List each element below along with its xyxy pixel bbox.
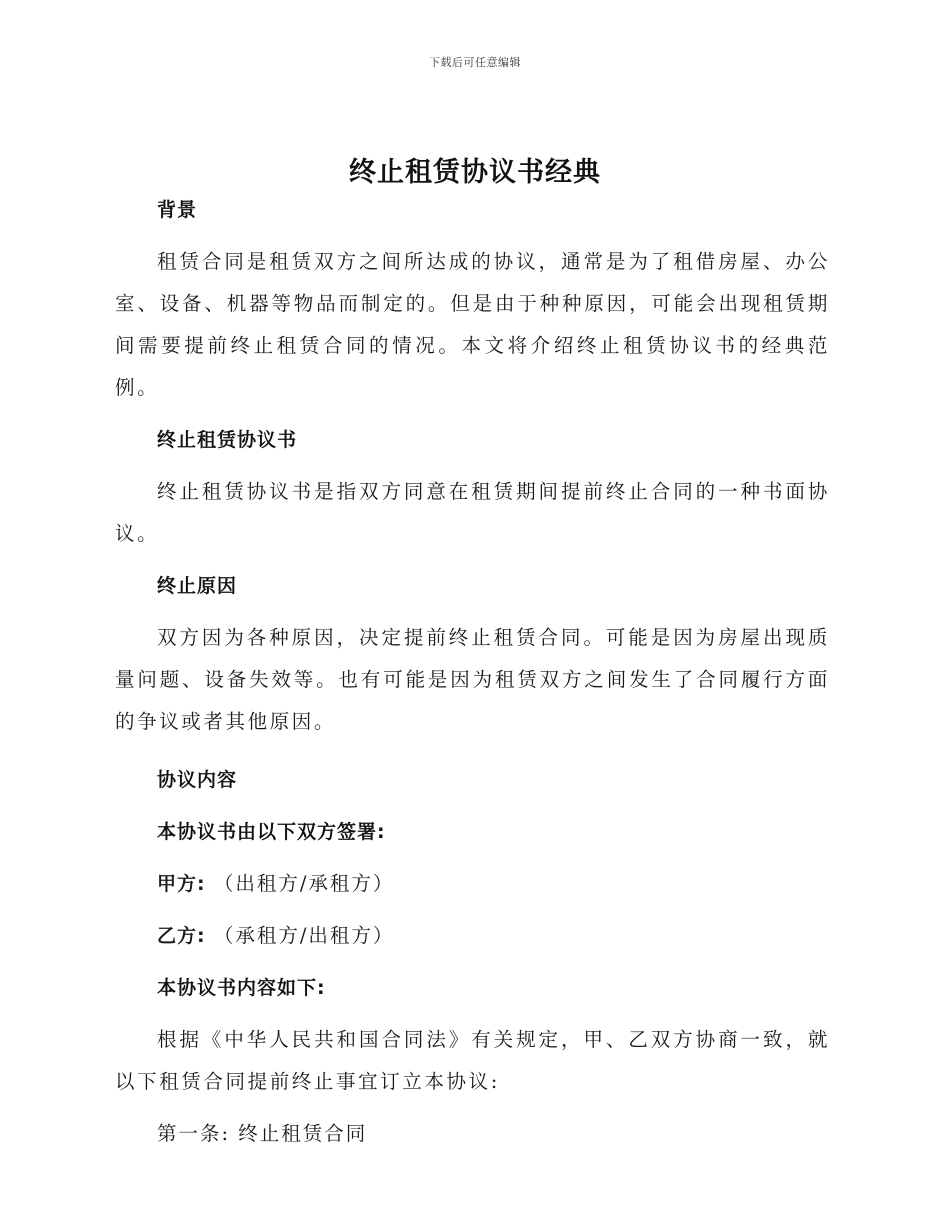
paragraph-background: 租赁合同是租赁双方之间所达成的协议，通常是为了租借房屋、办公室、设备、机器等物品而制定的。但是由于种种原因，可能会出现租赁期间需要提前终止租赁合同的情况。本文将介绍终止租赁协议书的经典范例。 [115,250,830,399]
party-a-value: （出租方/承租方） [213,872,395,895]
paragraph-content-intro: 根据《中华人民共和国合同法》有关规定，甲、乙双方协商一致，就以下租赁合同提前终止事宜订立本协议: [115,1028,830,1093]
paragraph-reason: 双方因为各种原因，决定提前终止租赁合同。可能是因为房屋出现质量问题、设备失效等。也有可能是因为租赁双方之间发生了合同履行方面的争议或者其他原因。 [115,626,830,733]
party-b-line [115,921,830,951]
party-a-label: 甲方: [157,873,206,895]
party-b-label: 乙方: [157,925,206,947]
party-a-line [115,869,830,899]
signing-heading: 本协议书由以下双方签署: [157,821,386,843]
section-heading-content: 协议内容 [157,769,238,791]
section-heading-background: 背景 [157,199,198,221]
article-1: 第一条: 终止租赁合同 [157,1122,368,1145]
header-note: 下载后可任意编辑 [429,56,521,69]
content-intro-heading: 本协议书内容如下: [157,977,326,999]
party-b-value: （承租方/出租方） [213,924,395,947]
paragraph-agreement: 终止租赁协议书是指双方同意在租赁期间提前终止合同的一种书面协议。 [115,480,830,545]
document-body [115,195,830,1149]
section-heading-reason: 终止原因 [157,575,238,597]
document-title: 终止租赁协议书经典 [349,157,601,188]
section-heading-agreement: 终止租赁协议书 [157,429,298,451]
